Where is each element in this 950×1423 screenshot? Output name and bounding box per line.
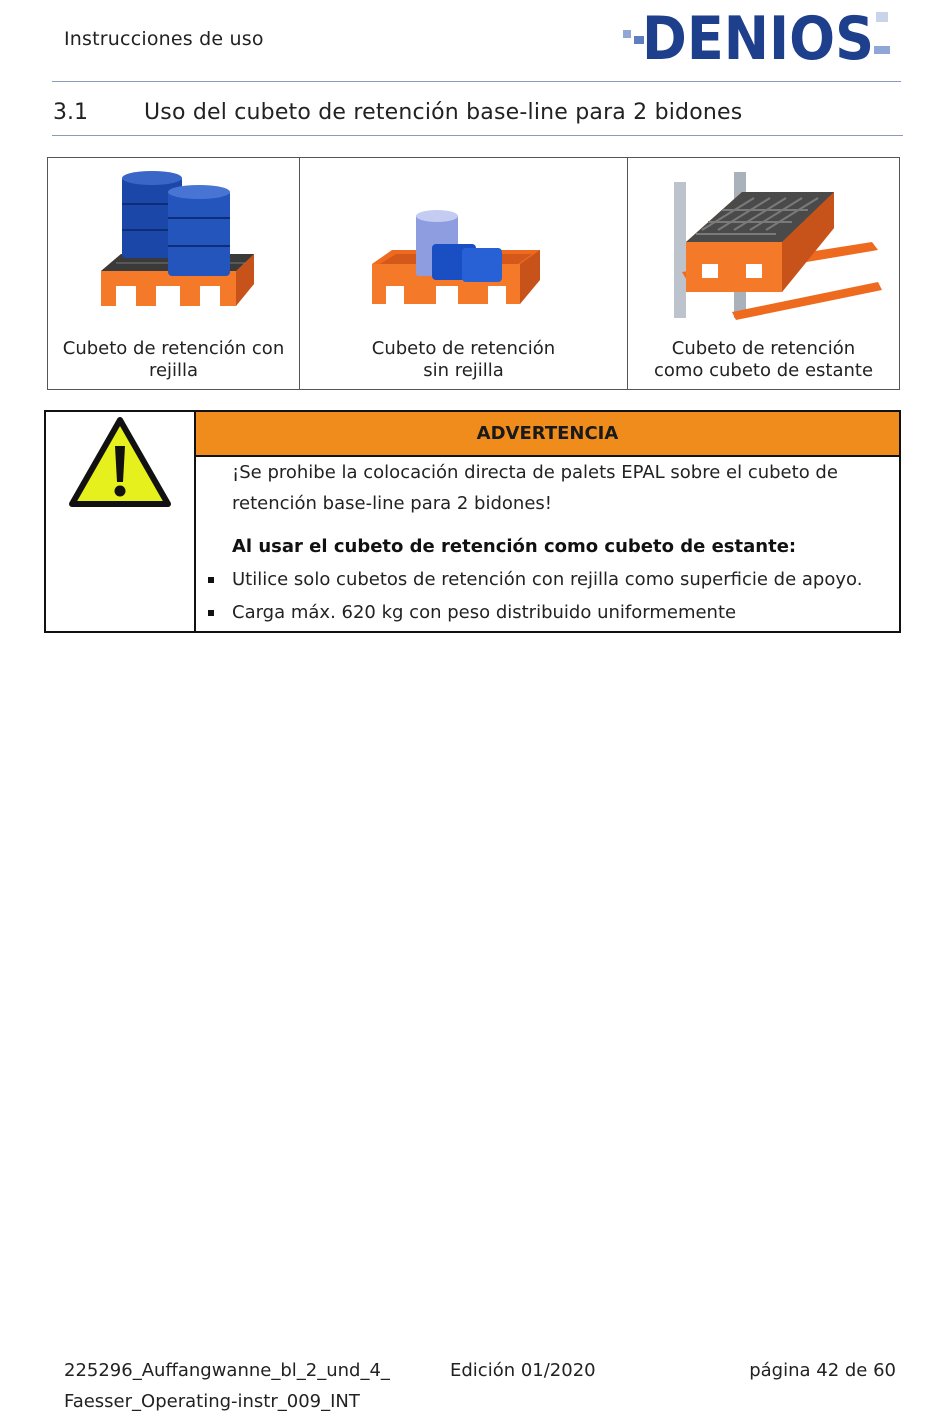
warning-triangle-icon	[68, 416, 172, 510]
warning-bullet-2: Carga máx. 620 kg con peso distribuido uniformemente	[232, 602, 737, 623]
sump-on-rack-icon	[672, 172, 882, 320]
image-cell-with-grid	[48, 158, 300, 389]
image-cell-without-grid	[300, 158, 628, 389]
caption-without-grid: Cubeto de retención sin rejilla	[371, 338, 556, 381]
warning-icon-cell	[46, 412, 196, 631]
footer-edition: Edición 01/2020	[450, 1360, 596, 1381]
header-rule	[52, 81, 901, 82]
warning-text-line2: retención base-line para 2 bidones!	[232, 493, 552, 514]
sump-without-grid-and-drums-icon	[370, 204, 542, 334]
warning-box	[44, 410, 901, 633]
header-title: Instrucciones de uso	[64, 28, 264, 50]
section-title: Uso del cubeto de retención base-line para 2 bidones	[144, 100, 743, 125]
svg-text:DENIOS: DENIOS	[642, 6, 874, 66]
footer-doc-line2: Faesser_Operating-instr_009_INT	[64, 1391, 360, 1412]
section-number: 3.1	[53, 100, 88, 125]
footer-doc-line1: 225296_Auffangwanne_bl_2_und_4_	[64, 1360, 390, 1381]
warning-bullet-1: Utilice solo cubetos de retención con rejilla como superficie de apoyo.	[232, 569, 863, 590]
image-cell-rack	[628, 158, 899, 389]
footer-page-number: página 42 de 60	[749, 1360, 896, 1381]
section-rule	[52, 135, 903, 136]
denios-logo	[618, 6, 898, 66]
caption-rack: Cubeto de retención como cubeto de estante	[653, 338, 874, 381]
sump-with-grid-and-drums-icon	[96, 166, 256, 334]
bullet-marker	[208, 610, 214, 616]
warning-heading: ADVERTENCIA	[196, 412, 899, 457]
warning-text-line1: ¡Se prohibe la colocación directa de palets EPAL sobre el cubeto de	[232, 462, 838, 483]
bullet-marker	[208, 577, 214, 583]
warning-subheading: Al usar el cubeto de retención como cubeto de estante:	[232, 536, 797, 557]
caption-with-grid: Cubeto de retención con rejilla	[62, 338, 285, 381]
product-image-table	[47, 157, 900, 390]
warning-body	[196, 457, 899, 631]
